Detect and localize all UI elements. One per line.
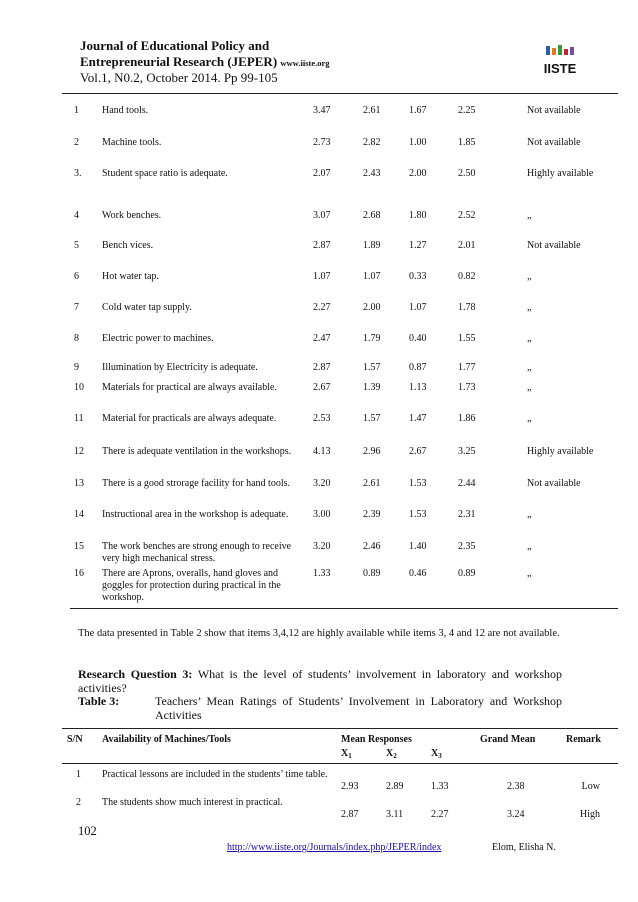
header-divider bbox=[62, 93, 618, 94]
table-2-bottom-rule bbox=[70, 608, 618, 609]
table-3-header-rule bbox=[62, 763, 618, 764]
row-remark: „ bbox=[527, 509, 532, 520]
row-value-4: 1.77 bbox=[458, 362, 476, 373]
row-value-3: 1.53 bbox=[409, 509, 427, 520]
row-item: Work benches. bbox=[102, 210, 162, 221]
row-item: The students show much interest in practical. bbox=[102, 797, 283, 808]
row-sn: 11 bbox=[74, 413, 84, 424]
row-grand-mean: 2.38 bbox=[507, 781, 525, 792]
row-value-2: 2.00 bbox=[363, 302, 381, 313]
t3-header-remark: Remark bbox=[566, 734, 601, 745]
row-item: Materials for practical are always available. bbox=[102, 382, 277, 393]
row-value-3: 1.80 bbox=[409, 210, 427, 221]
row-remark: „ bbox=[527, 382, 532, 393]
row-value-1: 2.73 bbox=[313, 137, 331, 148]
row-value-4: 2.35 bbox=[458, 541, 476, 552]
page-number: 102 bbox=[78, 824, 97, 838]
row-value-3: 1.47 bbox=[409, 413, 427, 424]
row-value-2: 2.68 bbox=[363, 210, 381, 221]
row-remark: Not available bbox=[527, 478, 581, 489]
row-value-2: 2.96 bbox=[363, 446, 381, 457]
row-sn: 15 bbox=[74, 541, 84, 552]
row-value-2: 2.61 bbox=[363, 478, 381, 489]
row-value-4: 2.31 bbox=[458, 509, 476, 520]
row-x3: 1.33 bbox=[431, 781, 449, 792]
row-value-1: 4.13 bbox=[313, 446, 331, 457]
row-sn: 3. bbox=[74, 168, 82, 179]
row-item: Bench vices. bbox=[102, 240, 154, 251]
row-value-2: 2.39 bbox=[363, 509, 381, 520]
row-value-4: 1.86 bbox=[458, 413, 476, 424]
row-remark: „ bbox=[527, 333, 532, 344]
row-value-1: 3.00 bbox=[313, 509, 331, 520]
row-sn: 8 bbox=[74, 333, 79, 344]
row-value-4: 2.25 bbox=[458, 105, 476, 116]
row-value-1: 2.07 bbox=[313, 168, 331, 179]
row-value-1: 2.87 bbox=[313, 362, 331, 373]
row-value-2: 2.43 bbox=[363, 168, 381, 179]
row-sn: 12 bbox=[74, 446, 84, 457]
row-remark: „ bbox=[527, 302, 532, 313]
table-3-label: Table 3: bbox=[78, 694, 120, 708]
table-3-top-rule bbox=[62, 728, 618, 729]
t3-header-sn: S/N bbox=[67, 734, 83, 745]
row-value-2: 2.82 bbox=[363, 137, 381, 148]
row-remark: Low bbox=[581, 781, 600, 792]
research-question bbox=[78, 667, 562, 695]
row-remark: Highly available bbox=[527, 168, 594, 179]
row-item: Illumination by Electricity is adequate. bbox=[102, 362, 258, 373]
row-value-4: 3.25 bbox=[458, 446, 476, 457]
row-item: Material for practicals are always adequate. bbox=[102, 413, 277, 424]
row-sn: 4 bbox=[74, 210, 79, 221]
row-value-2: 1.89 bbox=[363, 240, 381, 251]
row-item: Student space ratio is adequate. bbox=[102, 168, 228, 179]
row-value-2: 2.46 bbox=[363, 541, 381, 552]
row-remark: Highly available bbox=[527, 446, 594, 457]
row-value-3: 0.46 bbox=[409, 568, 427, 579]
row-item: Electric power to machines. bbox=[102, 333, 214, 344]
row-value-1: 2.47 bbox=[313, 333, 331, 344]
row-sn: 10 bbox=[74, 382, 84, 393]
row-remark: Not available bbox=[527, 137, 581, 148]
row-value-3: 1.00 bbox=[409, 137, 427, 148]
research-question-label: Research Question 3: bbox=[78, 667, 193, 681]
row-x2: 2.89 bbox=[386, 781, 404, 792]
t3-header-x2: $X_2$ bbox=[386, 748, 397, 760]
t3-header-grand: Grand Mean bbox=[480, 734, 536, 745]
row-sn: 2 bbox=[74, 137, 79, 148]
row-value-2: 1.79 bbox=[363, 333, 381, 344]
row-sn: 14 bbox=[74, 509, 84, 520]
row-value-1: 2.53 bbox=[313, 413, 331, 424]
row-value-1: 1.33 bbox=[313, 568, 331, 579]
row-value-3: 1.53 bbox=[409, 478, 427, 489]
row-value-1: 2.27 bbox=[313, 302, 331, 313]
row-value-1: 3.07 bbox=[313, 210, 331, 221]
row-x1: 2.87 bbox=[341, 809, 359, 820]
row-value-4: 2.01 bbox=[458, 240, 476, 251]
row-remark: „ bbox=[527, 362, 532, 373]
row-item: There are Aprons, overalls, hand gloves and goggles for protection during practical in the workshop. bbox=[102, 568, 281, 603]
t3-header-x3: $X_3$ bbox=[431, 748, 442, 760]
row-sn: 1 bbox=[76, 769, 81, 780]
row-remark: „ bbox=[527, 413, 532, 424]
row-value-2: 1.57 bbox=[363, 362, 381, 373]
table-3-caption: Teachers’ Mean Ratings of Students’ Involvement in Laboratory and Workshop Activities bbox=[155, 694, 562, 722]
row-value-4: 0.89 bbox=[458, 568, 476, 579]
footer-author: Elom, Elisha N. bbox=[492, 842, 556, 853]
row-remark: „ bbox=[527, 271, 532, 282]
row-value-3: 2.00 bbox=[409, 168, 427, 179]
row-sn: 16 bbox=[74, 568, 84, 579]
row-item: There is a good strorage facility for hand tools. bbox=[102, 478, 290, 489]
row-item: Instructional area in the workshop is adequate. bbox=[102, 509, 289, 520]
row-value-4: 1.73 bbox=[458, 382, 476, 393]
row-value-1: 2.67 bbox=[313, 382, 331, 393]
row-value-3: 1.13 bbox=[409, 382, 427, 393]
row-value-3: 2.67 bbox=[409, 446, 427, 457]
t3-header-mean: Mean Responses bbox=[341, 734, 412, 745]
row-item: Cold water tap supply. bbox=[102, 302, 192, 313]
row-sn: 1 bbox=[74, 105, 79, 116]
row-value-2: 1.39 bbox=[363, 382, 381, 393]
iiste-logo bbox=[540, 44, 580, 78]
row-value-3: 0.87 bbox=[409, 362, 427, 373]
row-value-1: 1.07 bbox=[313, 271, 331, 282]
row-value-2: 2.61 bbox=[363, 105, 381, 116]
row-value-2: 0.89 bbox=[363, 568, 381, 579]
journal-title bbox=[80, 38, 330, 71]
row-value-3: 1.67 bbox=[409, 105, 427, 116]
row-x2: 3.11 bbox=[386, 809, 404, 820]
row-sn: 7 bbox=[74, 302, 79, 313]
row-sn: 5 bbox=[74, 240, 79, 251]
row-value-3: 0.33 bbox=[409, 271, 427, 282]
row-value-4: 0.82 bbox=[458, 271, 476, 282]
row-sn: 2 bbox=[76, 797, 81, 808]
row-value-1: 3.20 bbox=[313, 478, 331, 489]
journal-title-line1: Journal of Educational Policy and bbox=[80, 38, 270, 53]
row-sn: 13 bbox=[74, 478, 84, 489]
t3-header-x1: $X_1$ bbox=[341, 748, 352, 760]
summary-paragraph: The data presented in Table 2 show that items 3,4,12 are highly available while items 3, 4 and 12 are not available. bbox=[78, 628, 560, 639]
row-item: There is adequate ventilation in the workshops. bbox=[102, 446, 292, 457]
row-value-4: 1.55 bbox=[458, 333, 476, 344]
row-item: The work benches are strong enough to receive very high mechanical stress. bbox=[102, 541, 292, 564]
row-value-1: 2.87 bbox=[313, 240, 331, 251]
row-value-3: 1.27 bbox=[409, 240, 427, 251]
row-remark: Not available bbox=[527, 105, 581, 116]
row-value-4: 1.78 bbox=[458, 302, 476, 313]
logo-text: IISTE bbox=[543, 61, 577, 76]
row-value-3: 1.40 bbox=[409, 541, 427, 552]
journal-title-line2: Entrepreneurial Research (JEPER) bbox=[80, 54, 278, 69]
t3-header-item: Availability of Machines/Tools bbox=[102, 734, 231, 745]
row-item: Machine tools. bbox=[102, 137, 162, 148]
row-value-4: 2.44 bbox=[458, 478, 476, 489]
row-x1: 2.93 bbox=[341, 781, 359, 792]
row-value-2: 1.07 bbox=[363, 271, 381, 282]
row-value-4: 1.85 bbox=[458, 137, 476, 148]
row-sn: 9 bbox=[74, 362, 79, 373]
row-value-3: 0.40 bbox=[409, 333, 427, 344]
row-value-1: 3.47 bbox=[313, 105, 331, 116]
journal-url[interactable]: www.iiste.org bbox=[280, 58, 330, 68]
row-grand-mean: 3.24 bbox=[507, 809, 525, 820]
row-item: Hand tools. bbox=[102, 105, 149, 116]
row-value-4: 2.52 bbox=[458, 210, 476, 221]
row-remark: Not available bbox=[527, 240, 581, 251]
row-value-1: 3.20 bbox=[313, 541, 331, 552]
row-item: Hot water tap. bbox=[102, 271, 159, 282]
journal-volume: Vol.1, N0.2, October 2014. Pp 99-105 bbox=[80, 70, 278, 85]
row-value-4: 2.50 bbox=[458, 168, 476, 179]
row-value-2: 1.57 bbox=[363, 413, 381, 424]
row-remark: „ bbox=[527, 568, 532, 579]
row-remark: High bbox=[580, 809, 600, 820]
row-value-3: 1.07 bbox=[409, 302, 427, 313]
row-sn: 6 bbox=[74, 271, 79, 282]
footer-url-link[interactable]: http://www.iiste.org/Journals/index.php/JEPER/index bbox=[227, 842, 442, 853]
row-item: Practical lessons are included in the students’ time table. bbox=[102, 769, 328, 780]
row-remark: „ bbox=[527, 541, 532, 552]
research-question-text: What is the level of students’ involvement in laboratory and workshop activities? bbox=[78, 667, 562, 695]
row-remark: „ bbox=[527, 210, 532, 221]
row-x3: 2.27 bbox=[431, 809, 449, 820]
